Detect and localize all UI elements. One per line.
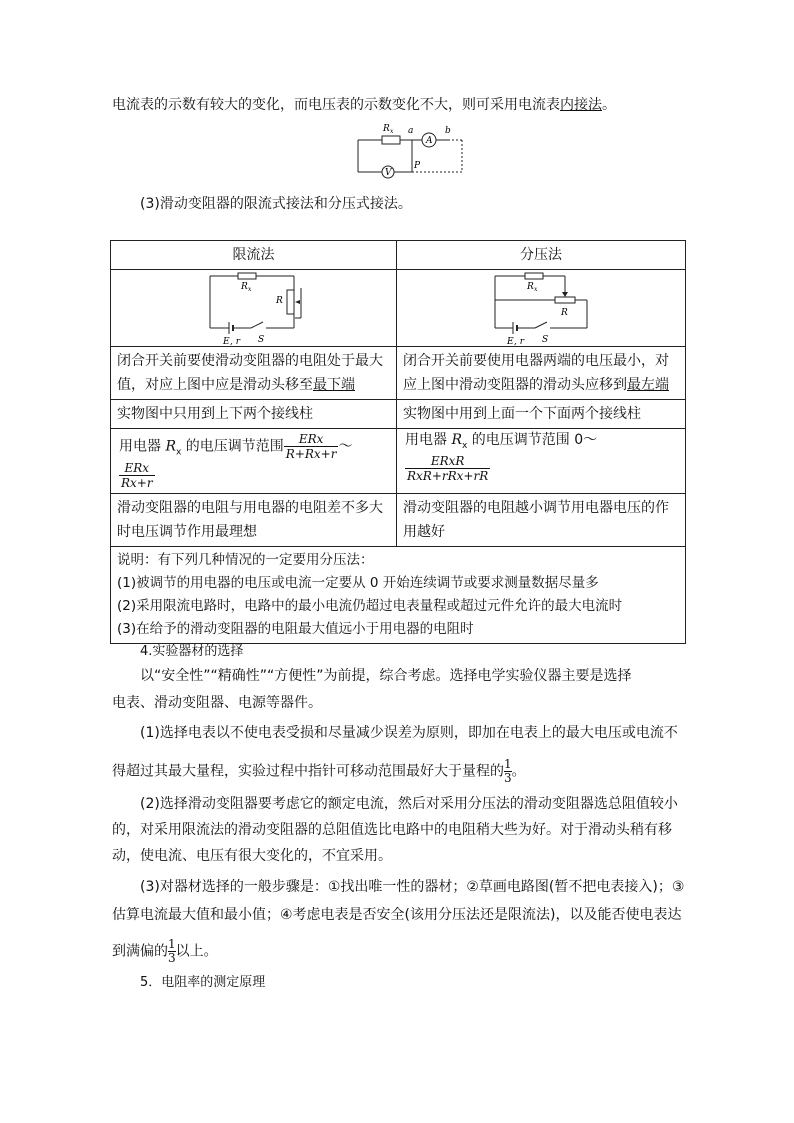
e-label: E <box>223 337 230 346</box>
rheostat-comparison-table <box>110 240 686 644</box>
s-label-2: S <box>542 335 549 345</box>
div-range-fraction <box>405 454 490 483</box>
limiting-circuit-cell <box>111 270 397 347</box>
divider-initial-line1: 闭合开关前要使用电器两端的电压最小，对 <box>403 353 669 369</box>
note-title: 说明：有下列几种情况的一定要用分压法： <box>117 552 374 568</box>
intro-underlined: 内接法 <box>560 97 602 113</box>
rheostat <box>287 290 294 314</box>
note-item-2: (2)采用限流电路时，电路中的最小电流仍超过电表量程或超过元件允许的最大电流时 <box>117 598 623 614</box>
limiting-initial-underlined: 最下端 <box>313 377 355 393</box>
slider-arrow <box>295 300 300 304</box>
resistor-rx <box>382 136 400 144</box>
lim-f2-num: ERx <box>119 461 155 476</box>
one-third-fraction <box>504 758 512 785</box>
header-voltage-divider: 分压法 <box>397 241 686 270</box>
rx-label-2: R <box>527 282 534 292</box>
fig1-label-a: a <box>408 126 414 136</box>
p2-num: 1 <box>504 757 512 771</box>
div-range-sub: x <box>462 440 468 451</box>
limiting-terminals: 实物图中只用到上下两个接线柱 <box>111 400 397 429</box>
internal-r-label: , r <box>230 337 241 346</box>
voltmeter-label: V <box>385 168 392 178</box>
div-f-num: ERxR <box>405 454 490 469</box>
divider-initial-position <box>397 347 686 400</box>
p4-line2: 估算电流最大值和最小值；④考虑电表是否安全(该用分压法还是限流法)，以及能否使电表达 <box>112 907 682 923</box>
p4-text: 到满偏的 <box>112 943 168 960</box>
p1-line2: 电表、滑动变阻器、电源等器件。 <box>112 695 322 711</box>
lim-range-sub: x <box>176 447 182 458</box>
lim-f2-den: Rx+r <box>121 476 153 490</box>
s-label: S <box>258 335 265 345</box>
div-ideal-line2: 用越好 <box>403 524 445 540</box>
switch-s-2 <box>535 322 547 328</box>
p3-line2: 的，对采用限流法的滑动变阻器的总阻值选比电路中的电阻稍大些为好。对于滑动头稍有移 <box>112 822 672 838</box>
switch-s <box>251 322 263 328</box>
p2-line1: (1)选择电表以不使电表受损和尽量减少误差为原则，即加在电表上的最大电压或电流不 <box>140 725 678 741</box>
p1-line1: 以“安全性”“精确性”“方便性”为前提，综合考虑。选择电学实验仪器主要是选择 <box>140 668 632 684</box>
divider-voltage-range <box>397 429 686 494</box>
r-label: R <box>276 296 283 306</box>
ammeter-label: A <box>426 136 433 146</box>
divider-ideal-condition <box>397 494 686 547</box>
lim-ideal-line2: 时电压调节作用最理想 <box>117 524 257 540</box>
rx-sub-2: x <box>534 286 538 293</box>
lim-range-r: R <box>165 438 176 455</box>
section-5-heading: 5．电阻率的测定原理 <box>140 975 266 990</box>
lim-ideal-line1: 滑动变阻器的电阻与用电器的电阻差不多大 <box>117 500 383 516</box>
divider-circuit-cell <box>397 270 686 347</box>
divider-initial-line2: 应上图中滑动变阻器的滑动头应移到 <box>403 377 627 393</box>
div-range-prefix: 用电器 <box>405 432 452 448</box>
limiting-initial-position <box>111 347 397 400</box>
fig1-label-b: b <box>445 126 451 136</box>
lim-f1-den: R+Rx+r <box>285 447 337 461</box>
lim-range-fraction-2 <box>119 461 155 490</box>
lim-f1-num: ERx <box>284 432 339 447</box>
p3-line3: 动，使电流、电压有很大变化的，不宜采用。 <box>112 848 392 864</box>
limiting-initial-line2: 值，对应上图中应是滑动头移至 <box>117 377 313 393</box>
p3-line1: (2)选择滑动变阻器要考虑它的额定电流，然后对采用分压法的滑动变阻器选总阻值较小 <box>140 796 678 812</box>
p4-den: 3 <box>168 951 176 965</box>
div-f-den: RxR+rRx+rR <box>407 468 489 483</box>
limiting-voltage-range <box>111 429 397 494</box>
p2-text: 得超过其最大量程，实验过程中指针可移动范围最好大于量程的 <box>112 763 504 780</box>
section-3-heading: (3)滑动变阻器的限流式接法和分压式接法。 <box>140 196 412 212</box>
intro-text-main: 电流表的示数有较大的变化，而电压表的示数变化不大，则可采用电流表 <box>112 97 560 113</box>
fig1-rx-sub: x <box>390 128 394 135</box>
div-range-mid: 的电压调节范围 0～ <box>467 432 598 448</box>
fig1-label-p: P <box>414 161 421 171</box>
limiting-ideal-condition <box>111 494 397 547</box>
divider-initial-underlined: 最左端 <box>627 377 669 393</box>
section-4-heading: 4.实验器材的选择 <box>140 644 244 659</box>
one-third-fraction-2 <box>168 938 176 965</box>
p4-num: 1 <box>168 937 176 951</box>
divider-terminals: 实物图中用到上面一个下面两个接线柱 <box>397 400 686 429</box>
rx-resistor <box>238 273 256 279</box>
p4-end: 以上。 <box>175 943 218 960</box>
ammeter-internal-circuit-figure <box>350 120 470 182</box>
p2-line2 <box>112 758 526 785</box>
lim-range-fraction-1 <box>284 432 339 461</box>
r-label-2: R <box>561 308 568 318</box>
rx-label: R <box>241 282 248 292</box>
fig1-rx-label: R <box>383 124 390 134</box>
slider-arrow-2 <box>562 292 568 297</box>
header-current-limiting: 限流法 <box>111 241 397 270</box>
current-limiting-circuit <box>111 270 397 346</box>
rheostat-2 <box>555 297 575 303</box>
voltage-divider-circuit <box>397 270 686 346</box>
p2-den: 3 <box>504 771 512 785</box>
internal-r-label-2: , r <box>514 337 525 346</box>
limiting-initial-line1: 闭合开关前要使滑动变阻器的电阻处于最大 <box>117 353 383 369</box>
intro-end: 。 <box>602 97 616 113</box>
div-ideal-line1: 滑动变阻器的电阻越小调节用电器电压的作 <box>403 500 669 516</box>
lim-range-prefix: 用电器 <box>119 438 166 455</box>
lim-range-mid: 的电压调节范围 <box>181 438 284 455</box>
p4-line1: (3)对器材选择的一般步骤是：①找出唯一性的器材；②草画电路图(暂不把电表接入)；③ <box>140 879 685 895</box>
note-item-3: (3)在给予的滑动变阻器的电阻最大值远小于用电器的电阻时 <box>117 621 474 637</box>
p4-line3 <box>112 938 218 965</box>
divider-required-note <box>111 547 686 644</box>
rx-resistor-2 <box>525 273 543 279</box>
rx-sub: x <box>248 286 252 293</box>
e-label-2: E <box>507 337 514 346</box>
div-range-r: R <box>451 432 462 448</box>
p2-end: 。 <box>511 763 526 780</box>
note-item-1: (1)被调节的用电器的电压或电流一定要从 0 开始连续调节或要求测量数据尽量多 <box>117 575 599 591</box>
intro-text <box>112 95 616 115</box>
lim-range-tilde: ～ <box>338 438 353 455</box>
